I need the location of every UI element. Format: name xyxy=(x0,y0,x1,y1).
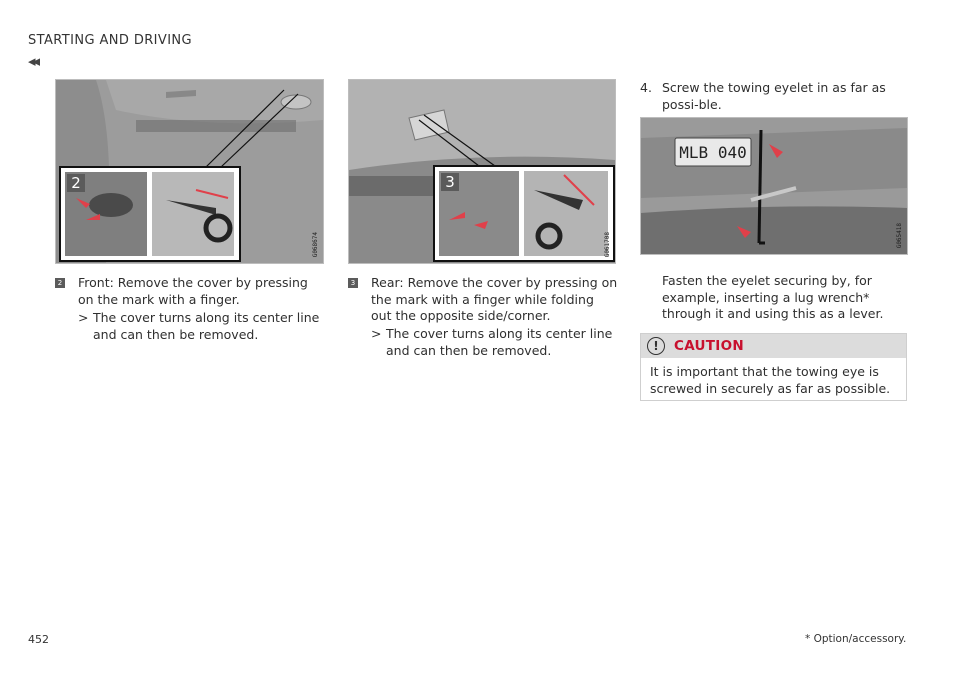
warning-icon: ! xyxy=(647,337,665,355)
caution-box xyxy=(640,333,907,401)
callout-number: 2 xyxy=(71,174,81,192)
figure-code: G068674 xyxy=(312,231,319,257)
back-chevron-icon[interactable]: ◂◂ xyxy=(28,52,38,70)
result-arrow-icon: > xyxy=(371,326,382,341)
step-number-badge: 3 xyxy=(348,278,358,288)
step-front xyxy=(55,275,325,308)
caution-text: It is important that the towing eye is screwed in securely as far as possible. xyxy=(650,364,891,396)
step-number-badge: 2 xyxy=(55,278,65,288)
figure-front-cover xyxy=(55,79,324,264)
section-title: STARTING AND DRIVING xyxy=(28,33,193,48)
caution-header xyxy=(641,334,906,358)
callout-badge xyxy=(67,174,85,192)
step-rear xyxy=(348,275,618,325)
rear-bumper-illustration xyxy=(349,80,615,263)
step-screw-number: 4. xyxy=(640,80,652,95)
step-front-text: Front: Remove the cover by pressing on the mark with a finger. xyxy=(78,275,308,307)
tow-eyelet-illustration xyxy=(641,118,907,254)
license-plate-text: MLB 040 xyxy=(679,143,747,162)
figure-towing-eyelet xyxy=(640,117,908,255)
caution-title: CAUTION xyxy=(674,338,745,354)
front-bumper-illustration xyxy=(56,80,323,263)
step-rear-result-text: The cover turns along its center line and can then be removed. xyxy=(386,326,613,358)
footnote: * Option/accessory. xyxy=(805,633,907,645)
step-screw xyxy=(640,80,908,113)
callout-badge xyxy=(441,173,459,191)
step-rear-text: Rear: Remove the cover by pressing on the mark with a finger while folding out the opposite side/corner. xyxy=(371,275,618,323)
page-number: 452 xyxy=(28,633,49,646)
result-arrow-icon: > xyxy=(78,310,89,325)
figure-rear-cover xyxy=(348,79,616,264)
fasten-paragraph: Fasten the eyelet securing by, for example, inserting a lug wrench* through it and using this as a lever. xyxy=(662,273,884,321)
callout-number: 3 xyxy=(445,173,455,191)
figure-code: G065418 xyxy=(896,222,903,248)
step-screw-text: Screw the towing eyelet in as far as possi-ble. xyxy=(662,80,886,112)
step-front-result xyxy=(78,310,325,343)
step-rear-result xyxy=(371,326,619,359)
figure-code: G061708 xyxy=(604,231,611,257)
step-front-result-text: The cover turns along its center line and can then be removed. xyxy=(93,310,320,342)
